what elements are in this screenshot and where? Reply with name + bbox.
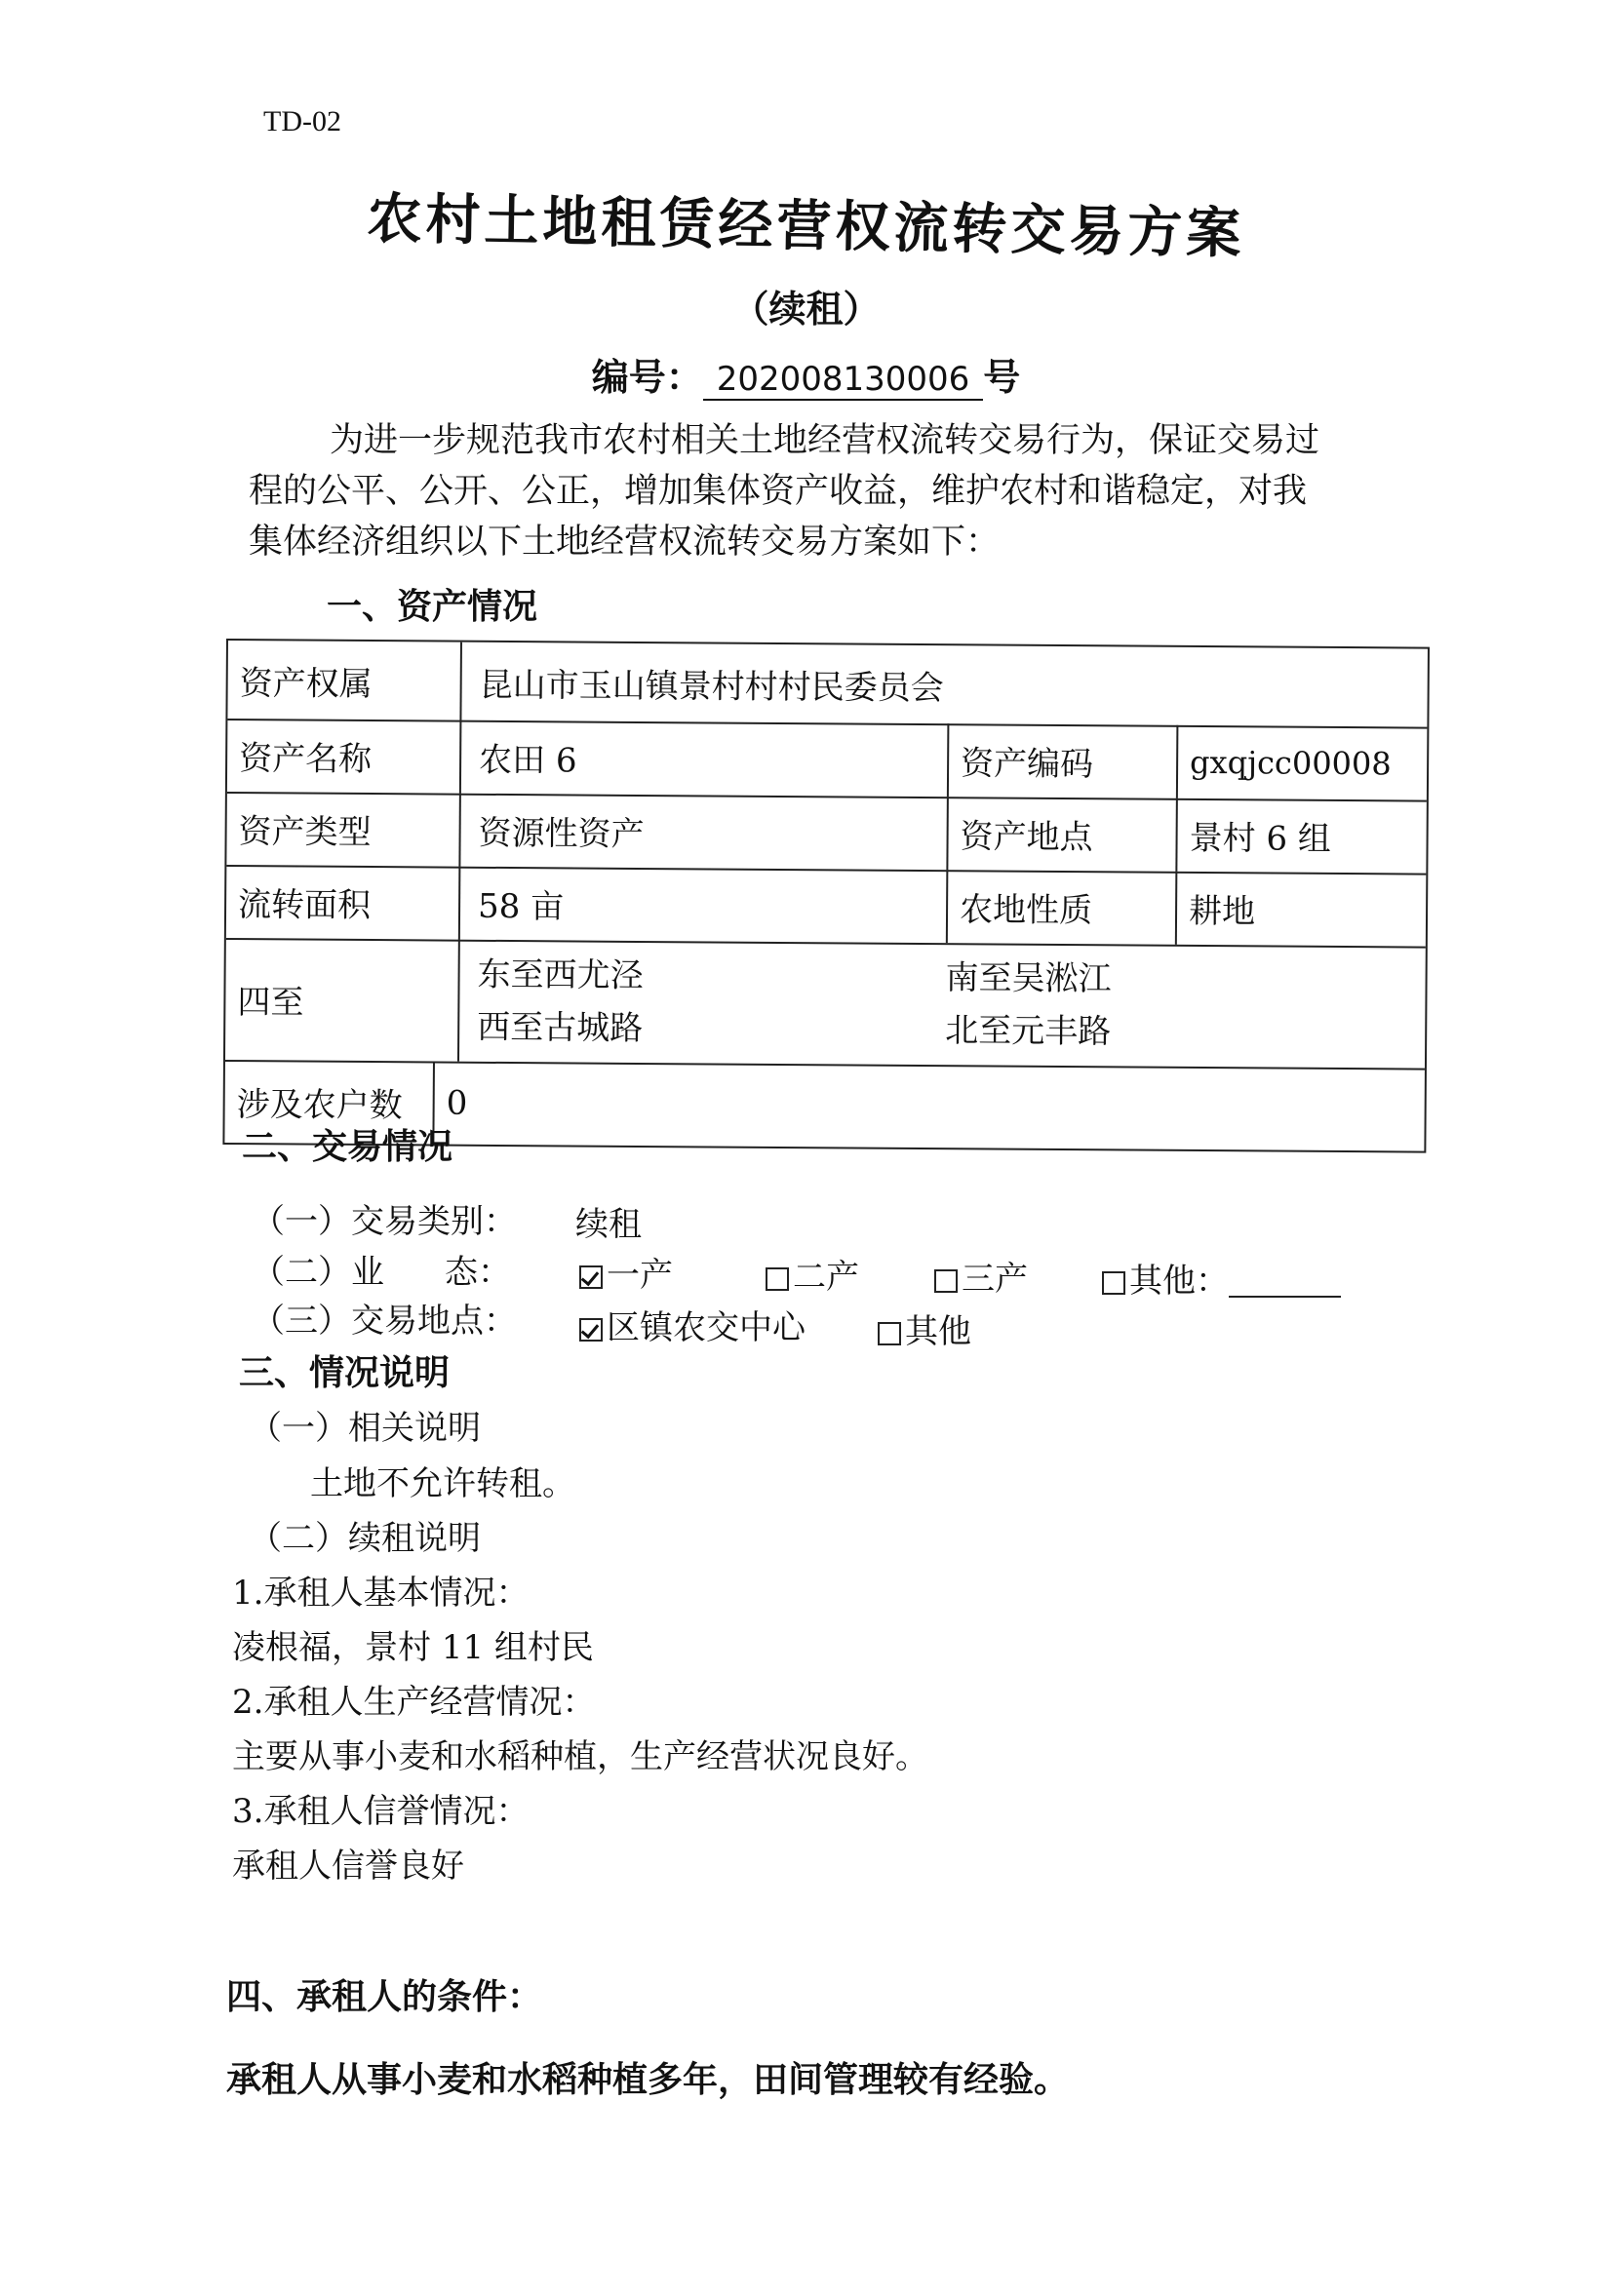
checkbox-icon[interactable] (934, 1269, 958, 1293)
bound-north: 北至元丰路 (945, 1010, 1112, 1051)
intro-line: 为进一步规范我市农村相关土地经营权流转交易行为，保证交易过 (330, 421, 1320, 460)
location-label: 资产地点 (948, 797, 1178, 872)
bound-west: 西至古城路 (477, 1007, 644, 1048)
industry-label-part: 态： (445, 1253, 511, 1292)
section-conditions-heading: 四、承租人的条件： (226, 1977, 543, 2017)
bound-south: 南至吴淞江 (945, 957, 1112, 998)
table-row (226, 792, 1427, 876)
industry-option-other[interactable]: 其他： (1102, 1254, 1341, 1302)
lessee-credit-text: 承租人信誉良好 (232, 1847, 464, 1886)
place-option-center[interactable]: 区镇农交中心 (579, 1301, 806, 1348)
lessee-credit-label: 3.承租人信誉情况： (232, 1792, 530, 1831)
bounds-sn (927, 943, 1426, 1069)
nature-label: 农地性质 (948, 870, 1178, 945)
trade-category-value: 续租 (575, 1205, 642, 1244)
owner-label: 资产权属 (227, 641, 462, 720)
area-value: 58 亩 (460, 867, 949, 943)
doc-number (0, 347, 1612, 401)
notes-sub1-text: 土地不允许转租。 (310, 1464, 575, 1503)
lessee-ops-label: 2.承租人生产经营情况： (232, 1683, 596, 1722)
lessee-ops-text: 主要从事小麦和水稻种植，生产经营状况良好。 (232, 1737, 928, 1776)
type-label: 资产类型 (226, 792, 461, 867)
industry-option-2[interactable]: 二产 (766, 1250, 859, 1298)
doc-code: TD-02 (263, 105, 341, 137)
table-row (226, 865, 1427, 949)
section-asset-heading: 一、资产情况 (327, 587, 538, 627)
industry-option-3[interactable]: 三产 (934, 1252, 1028, 1300)
area-label: 流转面积 (226, 865, 461, 940)
other-blank-line[interactable] (1229, 1266, 1341, 1298)
notes-sub2: （二）续租说明 (249, 1519, 481, 1558)
lessee-basic-text: 凌根福，景村 11 组村民 (232, 1628, 594, 1667)
section-notes-heading: 三、情况说明 (239, 1353, 451, 1393)
doc-number-label: 编号： (591, 356, 703, 399)
households-value: 0 (446, 1083, 468, 1123)
section-trade-heading: 二、交易情况 (242, 1127, 453, 1167)
industry-label (252, 1245, 511, 1293)
checkbox-icon[interactable] (1102, 1271, 1125, 1295)
owner-value: 昆山市玉山镇景村村村民委员会 (479, 665, 944, 708)
industry-label-part: （二）业 (252, 1253, 384, 1292)
page-title: 农村土地租赁经营权流转交易方案 (366, 187, 1245, 266)
notes-sub1: （一）相关说明 (249, 1409, 481, 1448)
households-label: 涉及农户数 (224, 1060, 435, 1144)
page-subtitle: （续租） (731, 288, 881, 331)
lessee-basic-label: 1.承租人基本情况： (232, 1574, 530, 1613)
code-label: 资产编码 (949, 723, 1179, 798)
type-value: 资源性资产 (460, 794, 949, 870)
bounds-label: 四至 (225, 938, 460, 1062)
checkbox-icon[interactable] (878, 1322, 901, 1345)
checkbox-checked-icon[interactable] (579, 1318, 603, 1342)
table-row (225, 938, 1426, 1070)
intro-line: 程的公平、公开、公正，增加集体资产收益，维护农村和谐稳定，对我 (249, 472, 1308, 511)
intro-paragraph (249, 415, 1419, 567)
industry-option-1[interactable]: 一产 (579, 1248, 673, 1296)
place-option-other[interactable]: 其他 (878, 1304, 971, 1352)
table-row (227, 719, 1428, 802)
location-value: 景村 6 组 (1189, 818, 1331, 859)
trade-category-label: （一）交易类别： (252, 1202, 517, 1241)
bounds-ew (459, 940, 928, 1065)
doc-number-suffix: 号 (983, 356, 1021, 399)
checkbox-icon[interactable] (766, 1267, 789, 1291)
name-label: 资产名称 (227, 719, 462, 794)
conditions-text: 承租人从事小麦和水稻种植多年，田间管理较有经验。 (226, 2060, 1070, 2100)
nature-value: 耕地 (1188, 891, 1256, 932)
intro-line: 集体经济组织以下土地经营权流转交易方案如下： (249, 523, 1001, 562)
doc-number-value: 202008130006 (703, 360, 984, 401)
checkbox-checked-icon[interactable] (579, 1265, 603, 1289)
table-row (227, 641, 1428, 729)
asset-table (222, 639, 1430, 1153)
name-value: 农田 6 (461, 720, 950, 797)
place-label: （三）交易地点： (252, 1302, 517, 1341)
code-value: gxqjcc00008 (1190, 743, 1392, 782)
bound-east: 东至西尤泾 (477, 954, 644, 995)
